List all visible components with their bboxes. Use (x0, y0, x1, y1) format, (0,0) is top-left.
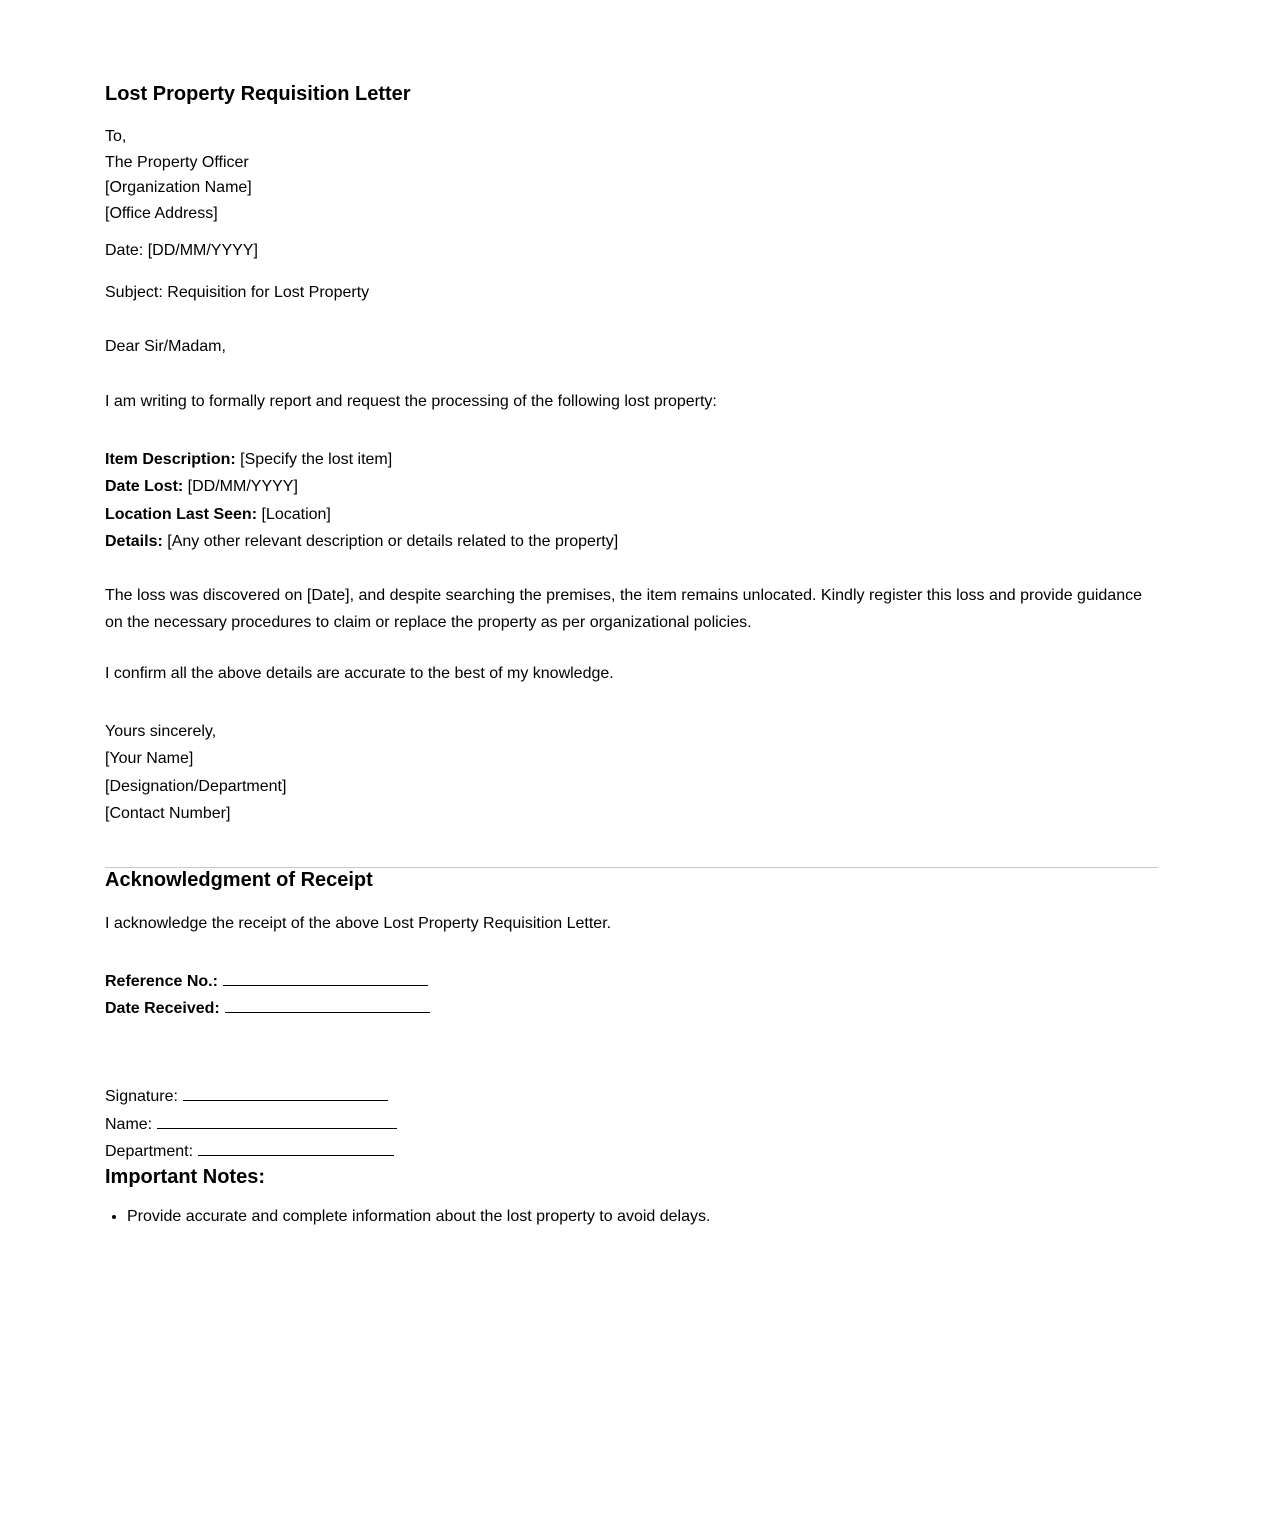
confirmation-paragraph: I confirm all the above details are accurate to the best of my knowledge. (105, 665, 614, 683)
contact-line: [Contact Number] (105, 805, 231, 823)
reference-blank[interactable] (223, 971, 428, 986)
date-received-row (105, 995, 1158, 1022)
date-line: Date: [DD/MM/YYYY] (105, 242, 258, 259)
signature-blank[interactable] (183, 1086, 388, 1101)
notes-list (105, 1207, 1158, 1227)
signature-label: Signature: (105, 1088, 178, 1106)
closing-block (105, 718, 1158, 827)
detail-label: Date Lost: (105, 478, 184, 496)
date-received-blank[interactable] (225, 998, 430, 1013)
organization-line: [Organization Name] (105, 179, 252, 196)
letter-title: Lost Property Requisition Letter (105, 83, 411, 105)
salutation: Dear Sir/Madam, (105, 338, 226, 355)
department-row (105, 1138, 1158, 1165)
recipient-line: The Property Officer (105, 153, 249, 171)
closing-line: Yours sincerely, (105, 723, 217, 741)
department-label: Department: (105, 1142, 194, 1160)
name-row (105, 1111, 1158, 1138)
date-received-label: Date Received: (105, 1000, 220, 1018)
detail-label: Location Last Seen: (105, 505, 258, 523)
list-item: • Provide accurate and complete information about the lost property to avoid delays. (127, 1207, 1158, 1227)
to-line: To, (105, 128, 127, 145)
detail-location (105, 501, 1158, 528)
designation-line: [Designation/Department] (105, 777, 287, 795)
signature-block (105, 1083, 1158, 1165)
detail-label: Item Description: (105, 451, 236, 468)
acknowledgment-fields (105, 968, 1158, 1022)
your-name-line: [Your Name] (105, 750, 194, 768)
signature-row (105, 1083, 1158, 1110)
loss-paragraph: The loss was discovered on [Date], and despite searching the premises, the item remains unlocated. Kindly register this loss and provide guidance on the necessary procedures to claim or replace the property as per organizational policies. (105, 587, 1142, 632)
subject-line: Subject: Requisition for Lost Property (105, 284, 370, 301)
notes-title: Important Notes: (105, 1166, 265, 1189)
intro-paragraph: I am writing to formally report and request the processing of the following lost property: (105, 393, 717, 410)
reference-row (105, 968, 1158, 995)
details-list (105, 446, 1158, 555)
recipient-block (105, 124, 1158, 226)
department-blank[interactable] (198, 1141, 394, 1156)
detail-item-description (105, 446, 1158, 473)
detail-value: [Any other relevant description or details related to the property] (162, 532, 619, 550)
detail-value: [DD/MM/YYYY] (183, 478, 298, 496)
detail-details (105, 528, 1158, 555)
name-label: Name: (105, 1115, 153, 1133)
reference-label: Reference No.: (105, 973, 218, 991)
detail-date-lost (105, 473, 1158, 500)
name-blank[interactable] (157, 1114, 397, 1129)
acknowledgment-text: I acknowledge the receipt of the above Lost Property Requisition Letter. (105, 915, 612, 933)
detail-label: Details: (105, 532, 163, 550)
address-line: [Office Address] (105, 204, 218, 222)
acknowledgment-title: Acknowledgment of Receipt (105, 869, 373, 892)
detail-value: [Location] (257, 505, 331, 523)
detail-value: [Specify the lost item] (235, 451, 393, 468)
